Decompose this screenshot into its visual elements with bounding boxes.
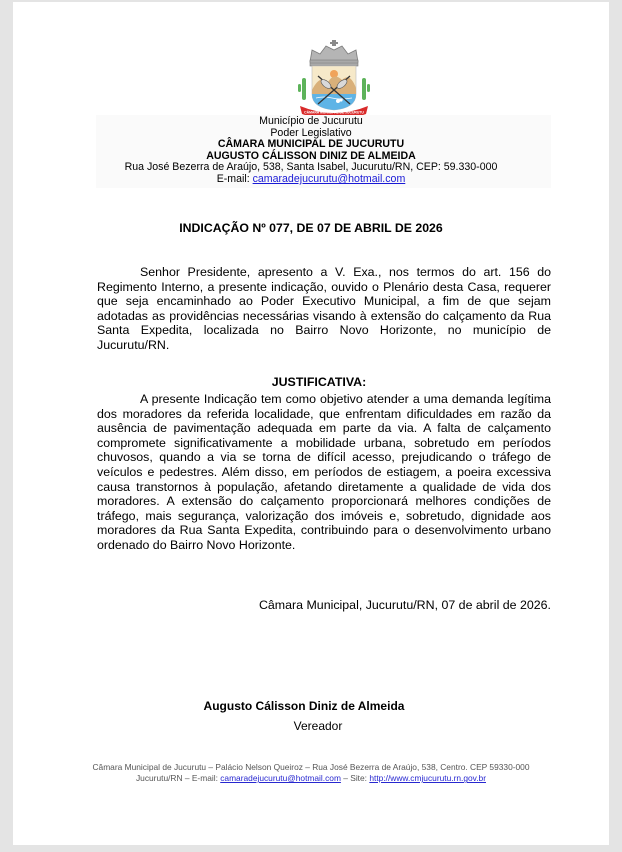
footer-email-label: Jucurutu/RN – E-mail:	[135, 773, 221, 784]
chamber-name: CÂMARA MUNICIPAL DE JUCURUTU	[217, 138, 405, 151]
coat-of-arms-logo	[296, 38, 372, 118]
indication-paragraph: Senhor Presidente, apresento a V. Exa., nos termos do art. 156 do Regimento Interno, a presente indicação, ouvido o Plenário desta Casa, requerer que seja encaminhado ao Poder Executivo Municipal, a fim de que sejam adotadas as providências necessárias visando à extensão do calçamento da Rua Santa Expedita, localizada no Bairro Novo Horizonte, no município de Jucurutu/RN.	[97, 265, 551, 352]
legislative-branch: Poder Legislativo	[270, 126, 352, 139]
footer-email-link[interactable]: camaradejucurutu@hotmail.com	[220, 773, 341, 784]
email-link[interactable]: camaradejucurutu@hotmail.com	[252, 172, 406, 185]
signatory-name: Augusto Cálisson Diniz de Almeida	[203, 699, 405, 713]
signatory-role: Vereador	[293, 719, 343, 733]
councillor-name: AUGUSTO CÁLISSON DINIZ DE ALMEIDA	[206, 149, 416, 162]
document-page	[13, 2, 609, 845]
footer-site-link[interactable]: http://www.cmjucurutu.rn.gov.br	[369, 773, 486, 784]
footer-address: Câmara Municipal de Jucurutu – Palácio Nelson Queiroz – Rua José Bezerra de Araújo, 538, Centro. CEP 59330-000	[92, 762, 530, 772]
footer-contact	[13, 773, 609, 784]
page-footer	[13, 762, 609, 784]
letterhead	[13, 116, 609, 186]
chamber-address: Rua José Bezerra de Araújo, 538, Santa Isabel, Jucurutu/RN, CEP: 59.330-000	[124, 161, 498, 174]
footer-site-label: – Site:	[340, 773, 370, 784]
shield-icon	[312, 66, 356, 110]
place-date: Câmara Municipal, Jucurutu/RN, 07 de abril de 2026.	[258, 598, 551, 612]
chamber-email-line	[13, 174, 609, 186]
document-title: INDICAÇÃO Nº 077, DE 07 DE ABRIL DE 2026	[179, 221, 443, 235]
municipality-name: Município de Jucurutu	[259, 115, 363, 127]
crown-icon	[310, 40, 358, 66]
email-label: E-mail:	[216, 172, 253, 185]
signature-block	[13, 696, 609, 736]
justification-paragraph: A presente Indicação tem como objetivo atender a uma demanda legítima dos moradores da referida localidade, que enfrentam dificuldades em razão da ausência de pavimentação adequada em parte da via. A falta de calçamento compromete significativamente a mobilidade urbana, sobretudo em períodos chuvosos, quando a via se torna de difícil acesso, prejudicando o tráfego de veículos e pedestres. Além disso, em períodos de estiagem, a poeira excessiva causa transtornos à população, afetando diretamente a qualidade de vida dos moradores. A extensão do calçamento proporcionará melhores condições de tráfego, mais segurança, valorização dos imóveis e, sobretudo, dignidade aos moradores da Rua Santa Expedita, contribuindo para o desenvolvimento urbano ordenado do Bairro Novo Horizonte.	[97, 392, 551, 552]
justification-heading: JUSTIFICATIVA:	[271, 375, 367, 389]
crest-ribbon-text: CÂMARA MUNICIPAL DE JUCURUTU	[304, 110, 364, 115]
